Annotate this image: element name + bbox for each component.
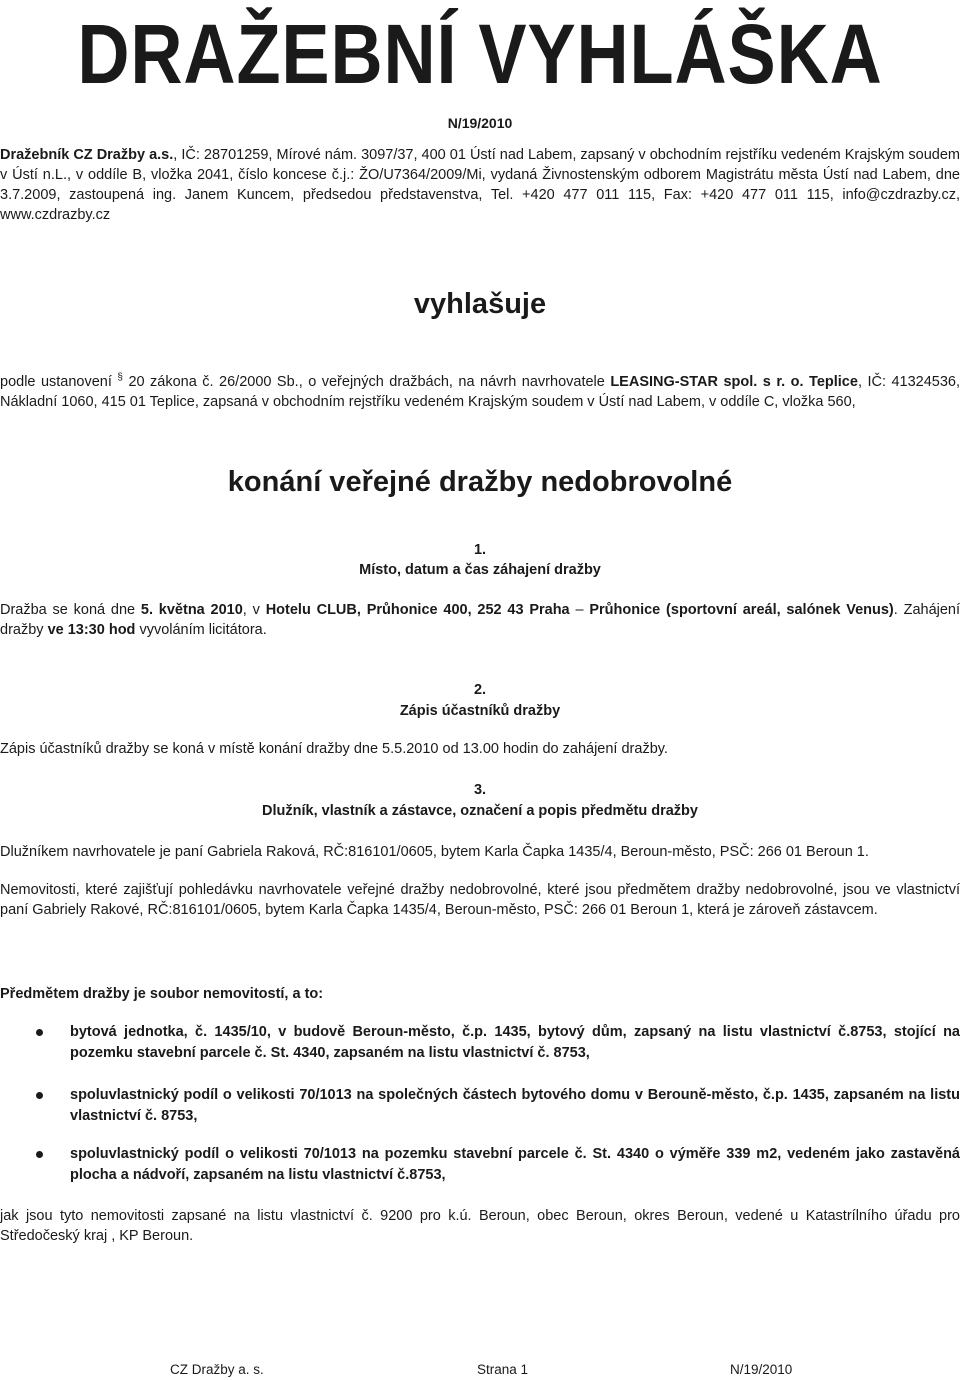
section-2-text: Zápis účastníků dražby se koná v místě konání dražby dne 5.5.2010 od 13.00 hodin do zahájení dražby. [0,741,668,757]
document-title: DRAŽEBNÍ VYHLÁŠKA [77,7,883,101]
section-3-number: 3. [473,782,487,798]
list-item [0,1022,960,1064]
list-item-text: spoluvlastnický podíl o velikosti 70/1013 na pozemku stavební parcele č. St. 4340 o výměře 339 m2, vedeném jako zastavěná plocha a nádvoří, zapsaném na listu vlastnictví č.8753, [70,1146,960,1183]
auction-date: 5. května 2010 [140,602,243,618]
auctioneer-name: Dražebník CZ Dražby a.s. [0,147,174,163]
auction-venue: Hotelu CLUB, Průhonice 400, 252 43 Praha [265,602,570,618]
section-1-title: Místo, datum a čas záhajení dražby [359,562,601,578]
auctioneer-details: , IČ: 28701259, Mírové nám. 3097/37, 400 01 Ústí nad Labem, zapsaný v obchodním rejstříku vedeném Krajským soudem v Ústí n.L., v oddíle B, vložka 2041, číslo koncese č.j.: ŽO/U7364/2009/Mi, vydaná Živnostenským odborem Magistrátu města Ústí nad Labem, dne 3.7.2009, zastoupená ing. Janem Kuncem, předsedou představenstva, Tel. +420 477 011 115, Fax: +420 477 011 115, info@czdrazby.cz, www.czdrazby.cz [0,147,960,223]
s1-dash: – [575,602,584,618]
auction-room: (sportovní areál, salónek Venus) [666,602,894,618]
document-number: N/19/2010 [447,115,513,131]
footer-company: CZ Dražby a. s. [170,1362,264,1377]
footer-doc-number: N/19/2010 [730,1362,793,1377]
proposer-name: LEASING-STAR spol. s r. o. Teplice [610,373,858,390]
announces-heading: vyhlašuje [413,288,547,320]
s1-text-a: Dražba se koná dne [0,602,136,618]
main-heading: konání veřejné dražby nedobrovolné [227,466,733,498]
footer-page: Strana 1 [477,1362,529,1377]
section-3-title: Dlužník, vlastník a zástavce, označení a popis předmětu dražby [262,803,698,819]
intro-paragraph [0,145,960,225]
auction-venue-town: Průhonice [589,602,661,618]
legal-paragraph [0,368,960,412]
section-1-text [0,600,960,640]
section-sign: § [117,372,123,383]
legal-part-2: 20 zákona č. 26/2000 Sb., o veřejných dražbách, na návrh navrhovatele [128,373,605,390]
registry-paragraph: jak jsou tyto nemovitosti zapsané na listu vlastnictví č. 9200 pro k.ú. Beroun, obec Beroun, okres Beroun, vedené u Katastrílního úřadu pro Středočeský kraj , KP Beroun. [0,1208,960,1244]
s1-text-c: , v [242,602,260,618]
list-item [0,1144,960,1186]
auction-time: ve 13:30 hod [47,622,136,638]
subject-heading-text: Předmětem dražby je soubor nemovitostí, a to: [0,986,324,1002]
section-2-number: 2. [473,682,487,698]
s1-text-h: . Zahájení dražby [0,602,960,638]
bullet-icon [36,1029,43,1036]
bullet-icon [36,1092,43,1099]
bullet-icon [36,1151,43,1158]
legal-part-1: podle ustanovení [0,373,112,390]
s1-text-j: vyvoláním licitátora. [139,622,267,638]
list-item-text: spoluvlastnický podíl o velikosti 70/1013 na společných částech bytového domu v Berouně-město, č.p. 1435, zapsaném na listu vlastnictví č. 8753, [70,1087,960,1124]
subject-heading [0,984,960,1004]
debtor-paragraph: Dlužníkem navrhovatele je paní Gabriela Raková, RČ:816101/0605, bytem Karla Čapka 1435/4, Beroun-město, PSČ: 266 01 Beroun 1. [0,844,869,860]
section-1-number: 1. [473,542,487,558]
list-item [0,1085,960,1127]
section-2-title: Zápis účastníků dražby [399,703,561,719]
property-paragraph: Nemovitosti, které zajišťují pohledávku navrhovatele veřejné dražby nedobrovolné, které jsou předmětem dražby nedobrovolné, jsou ve vlastnictví paní Gabriely Rakové, RČ:816101/0605, bytem Karla Čapka 1435/4, Beroun-město, PSČ: 266 01 Beroun 1, která je zároveň zástavcem. [0,882,960,918]
legal-part-3: , IČ: 41324536, Nákladní 1060, 415 01 Teplice, zapsaná v obchodním rejstříku vedeném Krajským soudem v Ústí nad Labem, v oddíle C, vložka 560, [0,373,960,410]
list-item-text: bytová jednotka, č. 1435/10, v budově Beroun-město, č.p. 1435, bytový dům, zapsaný na listu vlastnictví č.8753, stojící na pozemku stavební parcele č. St. 4340, zapsaném na listu vlastnictví č. 8753, [70,1024,960,1061]
